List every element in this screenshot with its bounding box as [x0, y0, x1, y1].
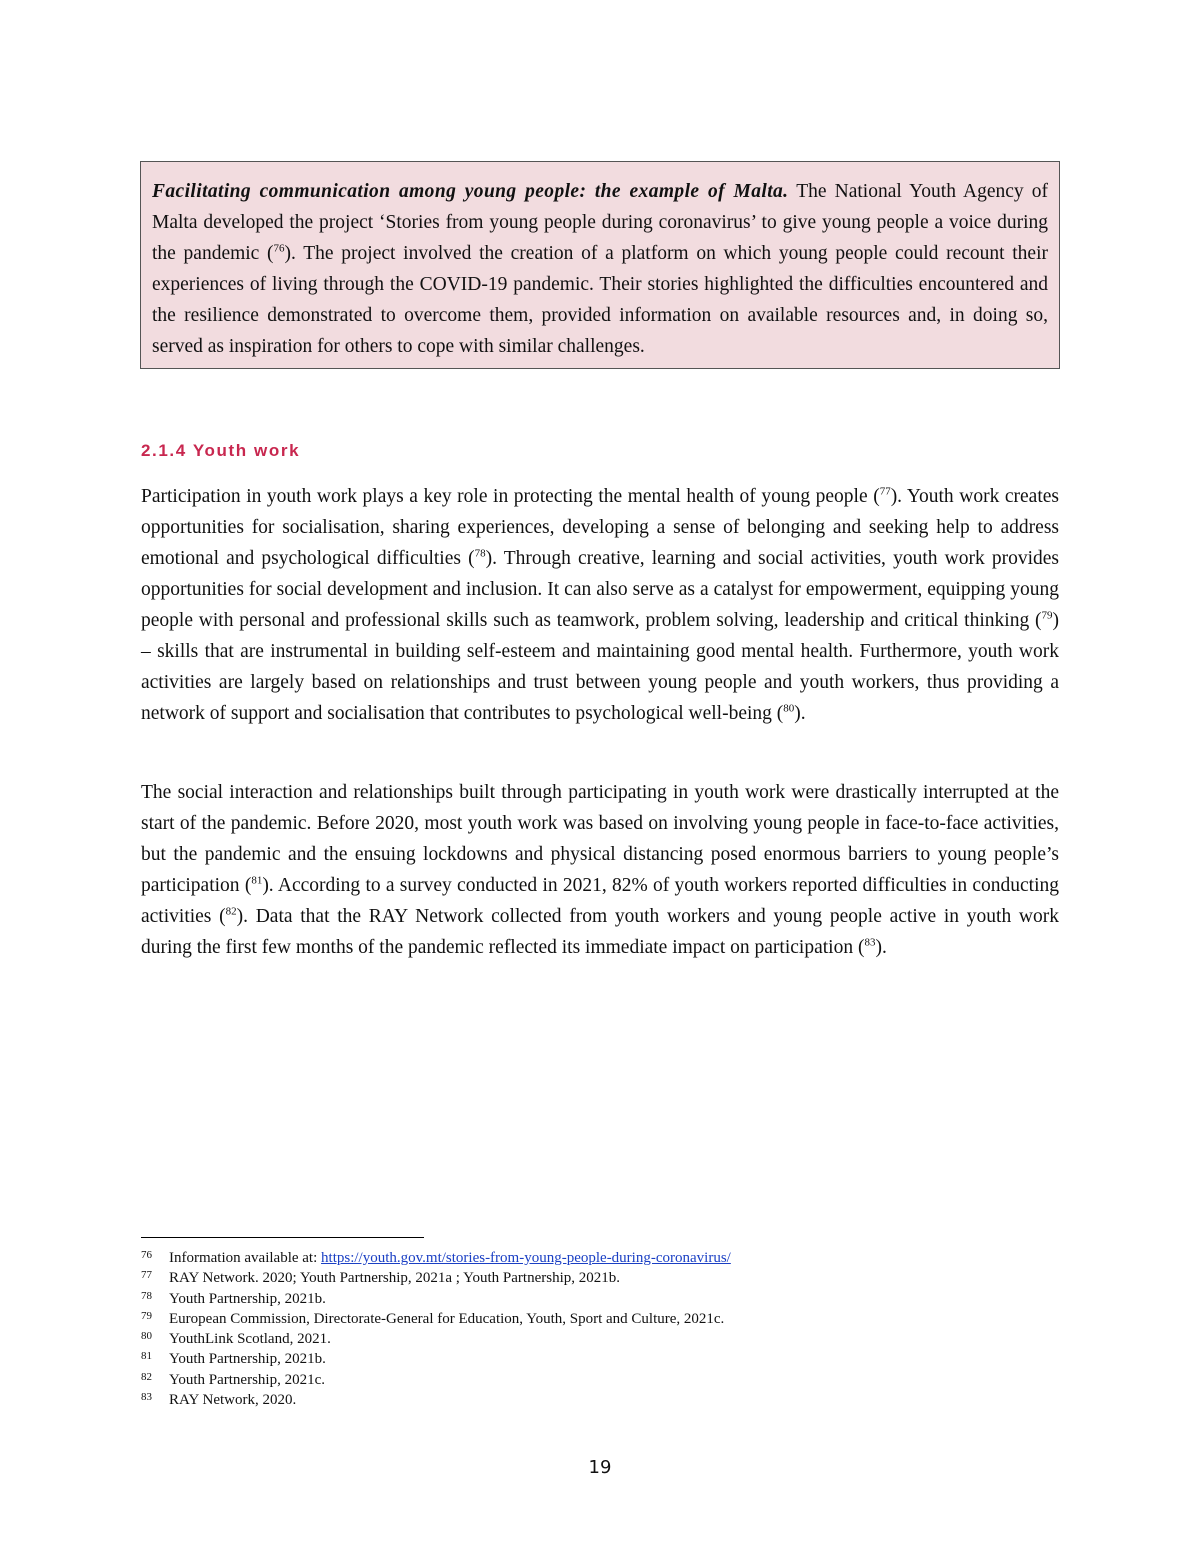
footnote-number: 80 — [141, 1330, 152, 1343]
footnote — [141, 1248, 941, 1268]
case-study-lead: Facilitating communication among young people: the example of Malta. — [152, 181, 789, 202]
text: ). According to a survey conducted in 2021, 82% of youth workers reported difficulties in conducting activities ( — [141, 875, 1059, 927]
footnote-text: RAY Network. 2020; Youth Partnership, 2021a ; Youth Partnership, 2021b. — [169, 1270, 620, 1287]
footnote-number: 81 — [141, 1350, 152, 1363]
body-paragraph — [141, 481, 1059, 729]
text: ). Youth work creates opportunities for socialisation, sharing experiences, developing a sense of belonging and seeking help to address emotional and psychological difficulties ( — [141, 486, 1059, 569]
text: ). — [794, 703, 806, 724]
footnote-number: 76 — [141, 1249, 152, 1261]
footnote-text: YouthLink Scotland, 2021. — [169, 1331, 331, 1348]
footnote-ref[interactable]: 81 — [251, 874, 263, 887]
footnote-ref[interactable]: 80 — [783, 702, 795, 715]
footnote-link[interactable]: https://youth.gov.mt/stories-from-young-people-during-coronavirus/ — [321, 1250, 731, 1266]
footnote — [141, 1370, 941, 1390]
footnote-text: RAY Network, 2020. — [169, 1392, 297, 1409]
text: The social interaction and relationships built through participating in youth work were drastically interrupted at the start of the pandemic. Before 2020, most youth work was based on involving young people in face-to-face activities, but the pandemic and the ensuing lockdowns and physical distancing posed enormous barriers to young people’s participation ( — [141, 782, 1059, 896]
footnote — [141, 1268, 941, 1288]
footnote-ref[interactable]: 76 — [273, 242, 285, 255]
footnote-number: 79 — [141, 1309, 152, 1322]
footnotes — [141, 1248, 941, 1410]
footnote — [141, 1289, 941, 1309]
section-heading: 2.1.4 Youth work — [141, 441, 301, 460]
footnote-ref[interactable]: 79 — [1041, 609, 1053, 622]
footnote — [141, 1390, 941, 1410]
case-study-box — [140, 161, 1060, 369]
footnote-text: Youth Partnership, 2021b. — [169, 1351, 326, 1368]
footnote-number: 78 — [141, 1289, 152, 1302]
footnote-divider — [141, 1237, 424, 1238]
footnote-ref[interactable]: 78 — [474, 547, 486, 560]
footnote-text: Youth Partnership, 2021c. — [169, 1371, 325, 1388]
footnote-ref[interactable]: 82 — [225, 905, 237, 918]
text: ). — [875, 937, 887, 958]
footnote-ref[interactable]: 77 — [879, 485, 891, 498]
page-number: 19 — [588, 1457, 612, 1478]
text: ) – skills that are instrumental in building self-esteem and maintaining good mental health. Furthermore, youth work activities are largely based on relationships and trust between young people and youth workers, thus providing a network of support and socialisation that contributes to psychological well-being ( — [141, 610, 1059, 724]
footnote — [141, 1329, 941, 1349]
footnote — [141, 1309, 941, 1329]
footnote-ref[interactable]: 83 — [864, 936, 876, 949]
case-study-text: ). The project involved the creation of a platform on which young people could recount their experiences of living through the COVID-19 pandemic. Their stories highlighted the difficulties encountered and the resilience demonstrated to overcome them, provided information on available resources and, in doing so, served as inspiration for others to cope with similar challenges. — [152, 243, 1048, 357]
text: Participation in youth work plays a key role in protecting the mental health of young people ( — [141, 486, 880, 507]
case-study-text: The National Youth Agency of Malta developed the project ‘Stories from young people during coronavirus’ to give young people a voice during the pandemic ( — [152, 181, 1048, 264]
footnote-number: 77 — [141, 1269, 152, 1282]
footnote-number: 82 — [141, 1370, 152, 1383]
footnote-text: European Commission, Directorate-General for Education, Youth, Sport and Culture, 2021c. — [169, 1310, 725, 1327]
text: ). Through creative, learning and social activities, youth work provides opportunities for social development and inclusion. It can also serve as a catalyst for empowerment, equipping young people with personal and professional skills such as teamwork, problem solving, leadership and critical thinking ( — [141, 548, 1059, 631]
footnote — [141, 1349, 941, 1369]
footnote-text: Youth Partnership, 2021b. — [169, 1290, 326, 1307]
footnote-text: Information available at: — [169, 1250, 322, 1266]
footnote-number: 83 — [141, 1391, 152, 1404]
body-paragraph — [141, 777, 1059, 963]
text: ). Data that the RAY Network collected from youth workers and young people active in youth work during the first few months of the pandemic reflected its immediate impact on participation ( — [141, 906, 1060, 958]
